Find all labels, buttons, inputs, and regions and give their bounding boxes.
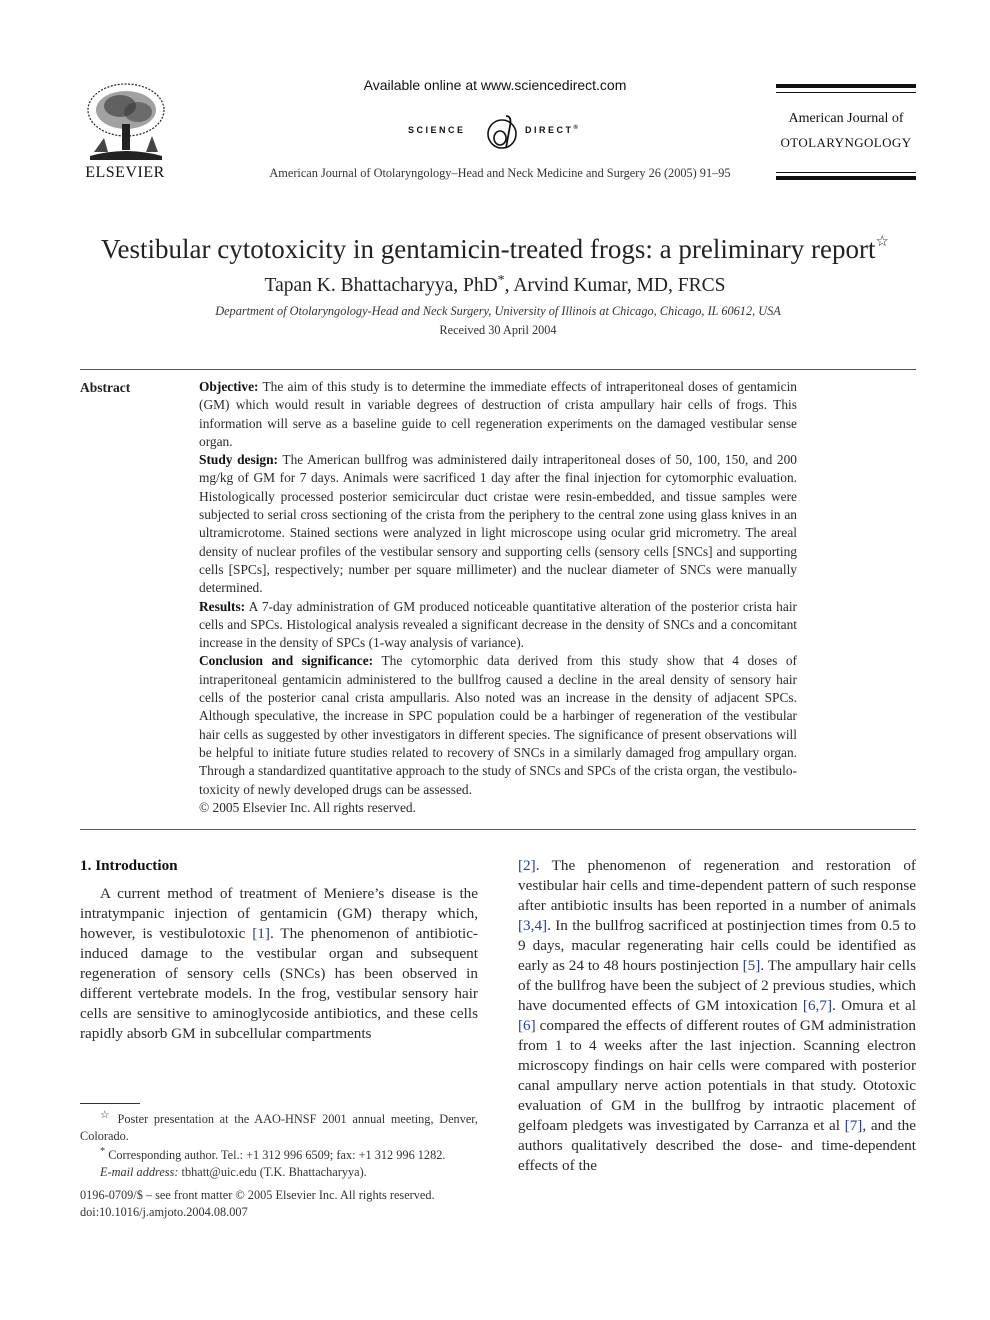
journal-rule-top — [776, 84, 916, 88]
front-matter — [80, 1187, 500, 1220]
abstract-top-rule — [80, 369, 916, 370]
footnote-email: E-mail address: tbhatt@uic.edu (T.K. Bhattacharyya). — [100, 1164, 367, 1179]
citation-link[interactable]: [7] — [844, 1117, 863, 1134]
sciencedirect-logo — [360, 112, 630, 154]
abstract-conclusion: Conclusion and significance: The cytomorphic data derived from this study show that 4 doses of intraperitoneal gentamicin administered to the bullfrog caused a decline in the areal density of sensory hair cells of the posterior canal crista ampullaris. Also noted was an increase in the density of adjacent SPCs. Although speculative, the increase in SPC population could be a harbinger of regeneration of the vestibular hair cells as suggested by other investigators in different species. The significance of present observations will be helpful to initiate future studies related to recovery of SNCs in a similarly damaged frog ampullary organ. Through a standardized quantitative approach to the study of SNCs and SPCs of the crista organ, the vestibulo-toxicity of newly developed drugs can be assessed. — [199, 653, 797, 797]
abstract-objective: Objective: The aim of this study is to determine the immediate effects of intraperitoneal doses of gentamicin (GM) which would result in variable degrees of destruction of crista ampullary hair cells of frogs. This information will serve as a baseline guide to cell regeneration experiments on the damaged vestibular sense organ. — [199, 379, 797, 449]
footnote-presentation: ☆ Poster presentation at the AAO-HNSF 2001 annual meeting, Denver, Colorado. — [80, 1110, 478, 1143]
available-online[interactable]: Available online at www.sciencedirect.com — [363, 77, 627, 93]
sd-logo-left: SCIENCE — [408, 125, 466, 135]
received-date: Received 30 April 2004 — [439, 323, 557, 337]
elsevier-logo — [80, 80, 170, 180]
doi[interactable]: doi:10.1016/j.amjoto.2004.08.007 — [80, 1204, 248, 1219]
title-footnote-mark[interactable]: ☆ — [875, 234, 889, 250]
front-matter-line: 0196-0709/$ – see front matter © 2005 Elsevier Inc. All rights reserved. — [80, 1188, 435, 1202]
abstract-copyright: © 2005 Elsevier Inc. All rights reserved. — [199, 799, 416, 815]
abstract-results: Results: A 7-day administration of GM produced noticeable quantitative alteration of the posterior crista hair cells and SPCs. Histological analysis revealed a significant decrease in the density of SNCs and a concomitant increase in the density of SPCs (1-way analysis of variance). — [199, 598, 797, 651]
abstract-bottom-rule — [80, 829, 916, 830]
citation-link[interactable]: [6,7] — [802, 997, 833, 1014]
citation-link[interactable]: [6] — [518, 1017, 536, 1034]
footnotes — [80, 1108, 478, 1180]
abstract-label: Abstract — [80, 380, 131, 395]
footnote-rule — [80, 1103, 140, 1104]
abstract-body — [199, 378, 797, 817]
sd-logo-right: DIRECT® — [525, 125, 581, 135]
citation-link[interactable]: [2] — [518, 857, 536, 874]
citation-link[interactable]: [1] — [252, 925, 270, 942]
author-list: Tapan K. Bhattacharyya, PhD*, Arvind Kumar, MD, FRCS — [264, 273, 726, 296]
left-column — [80, 856, 478, 1044]
footnote-corresponding: * Corresponding author. Tel.: +1 312 996 6509; fax: +1 312 996 1282. — [100, 1146, 446, 1163]
sciencedirect-d-icon — [482, 112, 522, 154]
journal-name-line1: American Journal of — [788, 111, 904, 126]
journal-name-line2: OTOLARYNGOLOGY — [780, 135, 912, 150]
section-heading-introduction: 1. Introduction — [80, 857, 178, 874]
abstract-design: Study design: The American bullfrog was administered daily intraperitoneal doses of 50, 100, 150, and 200 mg/kg of GM for 7 days. Animals were sacrificed 1 day after the final injection for cytomorphic evaluation. Histologically processed posterior semicircular duct cristae were resin-embedded, and tissue samples were subjected to serial cross sectioning of the crista from the periphery to the central zone using glass knives in an ultramicrotome. Stained sections were analyzed in light microscope using ocular grid micrometry. The areal density of nuclear profiles of the vestibular sensory and supporting cells (sensory cells [SNCs] and supporting cells [SPCs], respectively; number per square millimeter) and the nuclear diameter of SNCs were manually determined. — [199, 452, 797, 596]
affiliation: Department of Otolaryngology-Head and Neck Surgery, University of Illinois at Chicago, Chicago, IL 60612, USA — [215, 304, 781, 318]
elsevier-wordmark: ELSEVIER — [85, 164, 165, 181]
email-address[interactable]: tbhatt@uic.edu (T.K. Bhattacharyya). — [178, 1164, 367, 1179]
journal-rule-bottom-thin — [776, 172, 916, 173]
intro-paragraph-continued: [2]. The phenomenon of regeneration and restoration of vestibular hair cells and time-dependent pattern of such response after antibiotic insults has been reported in a number of animals [3,4]. In the bullfrog sacrificed at postinjection times from 0.5 to 9 days, macular regenerating hair cells could be identified as early as 24 to 48 hours postinjection [5]. The ampullary hair cells of the bullfrog have been the subject of 2 previous studies, which have documented effects of GM intoxication [6,7]. Omura et al [6] compared the effects of different routes of GM administration from 1 to 4 weeks after the last injection. Scanning electron microscopy findings on hair cells were compared with posterior canal ampullary nerve action potentials in that study. Ototoxic evaluation of GM in the bullfrog by intraotic placement of gelfoam pledgets was investigated by Carranza et al [7], and the authors qualitatively described the dose- and time-dependent effects of the — [518, 857, 916, 1174]
citation-link[interactable]: [5] — [742, 957, 761, 974]
corresponding-author-mark[interactable]: * — [497, 273, 505, 288]
journal-rule-bottom — [776, 176, 916, 180]
journal-citation: American Journal of Otolaryngology–Head and Neck Medicine and Surgery 26 (2005) 91–95 — [269, 166, 731, 180]
intro-paragraph: A current method of treatment of Meniere’s disease is the intratympanic injection of gentamicin (GM) therapy which, however, is vestibulotoxic [1]. The phenomenon of antibiotic-induced damage to the vestibular organ and subsequent regeneration of sensory cells (SNCs) has been observed in different vertebrate models. In the frog, vestibular sensory hair cells are sensitive to aminoglycoside antibiotics, and these cells rapidly absorb GM in subcellular compartments — [80, 885, 478, 1042]
elsevier-tree-icon — [80, 80, 170, 162]
journal-rule-top-thin — [776, 92, 916, 93]
citation-link[interactable]: [3,4] — [518, 917, 548, 934]
right-column — [518, 856, 916, 1176]
article-title: Vestibular cytotoxicity in gentamicin-treated frogs: a preliminary report☆ — [101, 234, 889, 264]
